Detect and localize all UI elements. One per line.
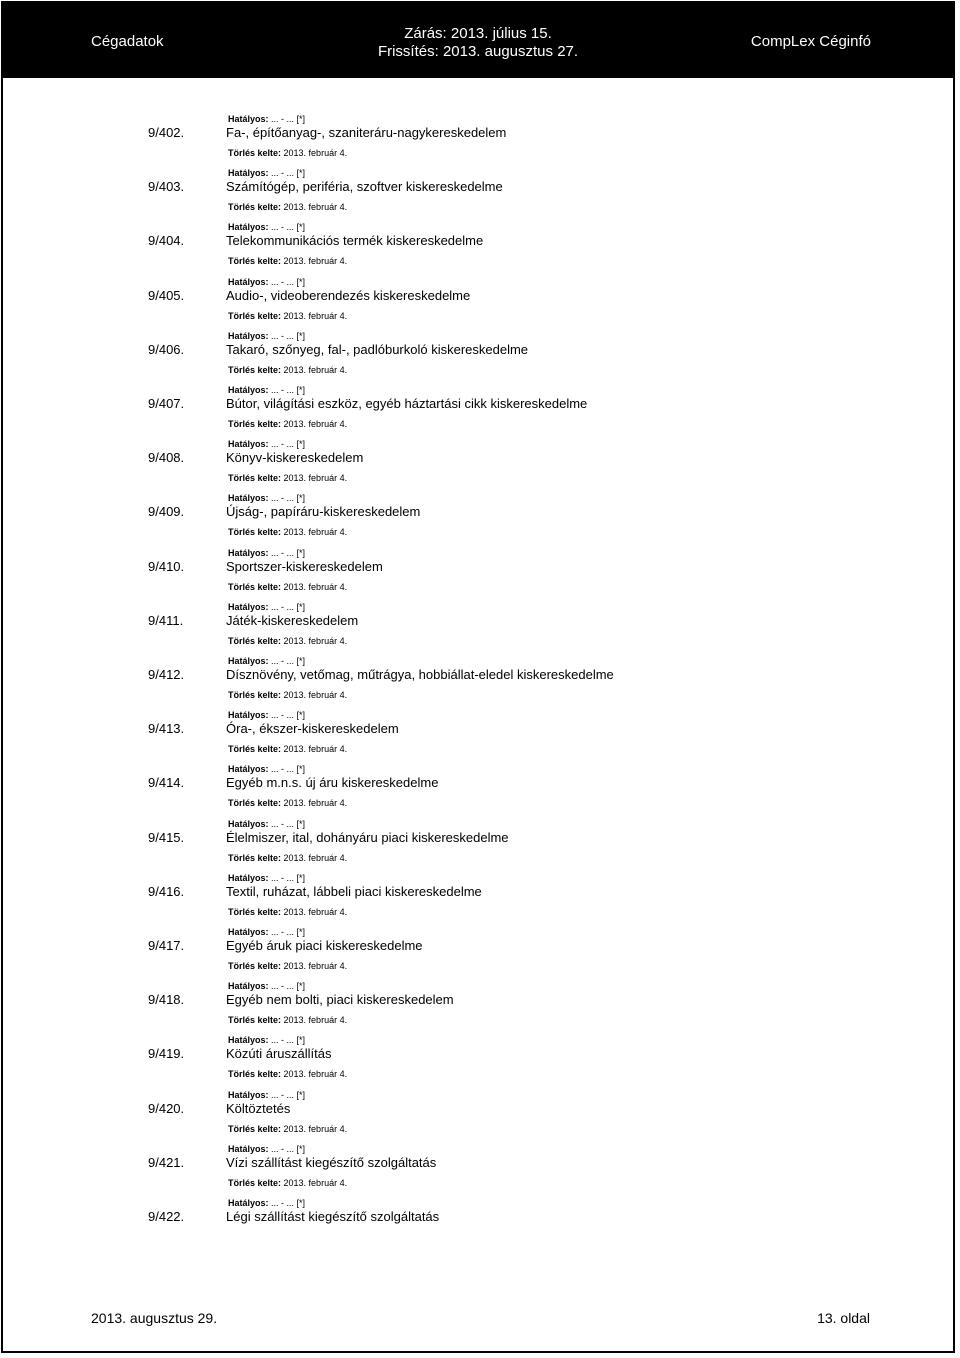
deletion-label: Törlés kelte: — [228, 961, 282, 971]
validity-label: Hatályos: — [228, 764, 269, 775]
deletion-value: 2013. február 4. — [281, 256, 348, 267]
validity-line — [228, 1035, 305, 1045]
header-right-title: CompLex Céginfó — [750, 33, 871, 50]
entry-code: 9/404. — [148, 233, 185, 249]
validity-label: Hatályos: — [228, 330, 269, 341]
deletion-date-line — [228, 582, 347, 592]
deletion-date-line — [228, 148, 347, 158]
validity-value: ... - ... [*] — [268, 1035, 306, 1046]
entry-title: Egyéb nem bolti, piaci kiskereskedelem — [226, 992, 454, 1008]
deletion-date-line — [228, 690, 347, 700]
entry-code: 9/403. — [148, 179, 185, 195]
validity-line — [228, 710, 305, 720]
validity-label: Hatályos: — [228, 927, 269, 937]
entry-title: Könyv-kiskereskedelem — [226, 450, 364, 466]
deletion-label: Törlés kelte: — [228, 690, 282, 700]
validity-value: ... - ... [*] — [268, 493, 306, 504]
deletion-label: Törlés kelte: — [228, 473, 282, 484]
validity-line — [228, 385, 305, 395]
deletion-value: 2013. február 4. — [281, 690, 348, 700]
deletion-value: 2013. február 4. — [281, 798, 348, 809]
validity-line — [228, 493, 305, 503]
deletion-date-line — [228, 1069, 347, 1079]
entry-code: 9/406. — [148, 341, 185, 357]
validity-line — [228, 602, 305, 612]
deletion-date-line — [228, 798, 347, 808]
deletion-date-line — [228, 961, 347, 971]
deletion-label: Törlés kelte: — [228, 256, 282, 267]
entry-code: 9/418. — [148, 992, 185, 1008]
validity-label: Hatályos: — [228, 710, 269, 721]
validity-value: ... - ... [*] — [268, 114, 306, 124]
validity-line — [228, 656, 305, 666]
validity-line — [228, 981, 305, 991]
entry-title: Óra-, ékszer-kiskereskedelem — [226, 721, 399, 737]
entry-title: Játék-kiskereskedelem — [226, 612, 359, 628]
validity-line — [228, 222, 305, 232]
deletion-value: 2013. február 4. — [281, 473, 348, 484]
entry-code: 9/410. — [148, 558, 185, 574]
deletion-value: 2013. február 4. — [281, 148, 348, 158]
validity-line — [228, 439, 305, 449]
validity-value: ... - ... [*] — [268, 222, 306, 233]
entry-title: Dísznövény, vetőmag, műtrágya, hobbiállat-eledel kiskereskedelme — [226, 667, 614, 682]
entry-code: 9/402. — [148, 125, 185, 140]
deletion-value: 2013. február 4. — [281, 527, 348, 538]
entry-code: 9/417. — [148, 938, 185, 953]
deletion-value: 2013. február 4. — [281, 744, 348, 755]
validity-label: Hatályos: — [228, 385, 269, 395]
validity-label: Hatályos: — [228, 981, 269, 992]
entry-code: 9/416. — [148, 883, 185, 899]
validity-label: Hatályos: — [228, 601, 269, 612]
validity-line — [228, 168, 305, 178]
entry-title: Fa-, építőanyag-, szaniteráru-nagykereskedelem — [226, 125, 507, 140]
deletion-label: Törlés kelte: — [228, 798, 282, 809]
entry-title: Textil, ruházat, lábbeli piaci kiskereskedelme — [226, 883, 482, 899]
deletion-label: Törlés kelte: — [228, 1177, 282, 1188]
deletion-label: Törlés kelte: — [228, 364, 282, 375]
validity-value: ... - ... [*] — [268, 1089, 306, 1100]
entry-title: Közúti áruszállítás — [226, 1046, 332, 1062]
deletion-date-line — [228, 636, 347, 646]
entry-code: 9/414. — [148, 775, 185, 791]
header-left-title: Cégadatok — [91, 33, 164, 50]
deletion-date-line — [228, 419, 347, 429]
entry-title: Újság-, papíráru-kiskereskedelem — [226, 504, 421, 520]
deletion-value: 2013. február 4. — [281, 581, 348, 592]
deletion-date-line — [228, 744, 347, 754]
validity-value: ... - ... [*] — [268, 981, 306, 992]
validity-line — [228, 114, 305, 124]
validity-value: ... - ... [*] — [268, 710, 306, 721]
entry-code: 9/421. — [148, 1154, 185, 1170]
deletion-date-line — [228, 853, 347, 863]
deletion-date-line — [228, 473, 347, 483]
deletion-date-line — [228, 907, 347, 917]
entry-title: Takaró, szőnyeg, fal-, padlóburkoló kiskereskedelme — [226, 341, 529, 357]
deletion-label: Törlés kelte: — [228, 1123, 282, 1134]
validity-line — [228, 873, 305, 883]
deletion-label: Törlés kelte: — [228, 1015, 282, 1026]
footer-date: 2013. augusztus 29. — [91, 1310, 218, 1326]
validity-label: Hatályos: — [228, 1198, 269, 1208]
entry-code: 9/412. — [148, 667, 185, 682]
page-header — [3, 3, 953, 78]
deletion-value: 2013. február 4. — [281, 419, 348, 429]
deletion-date-line — [228, 527, 347, 537]
validity-label: Hatályos: — [228, 656, 269, 666]
deletion-value: 2013. február 4. — [281, 202, 348, 213]
validity-value: ... - ... [*] — [268, 547, 306, 558]
validity-value: ... - ... [*] — [268, 872, 306, 883]
deletion-label: Törlés kelte: — [228, 906, 282, 917]
validity-line — [228, 1090, 305, 1100]
validity-value: ... - ... [*] — [268, 385, 306, 395]
deletion-date-line — [228, 365, 347, 375]
validity-label: Hatályos: — [228, 872, 269, 883]
entry-title: Bútor, világítási eszköz, egyéb háztartási cikk kiskereskedelme — [226, 396, 588, 411]
deletion-date-line — [228, 1015, 347, 1025]
header-refresh-date: Frissítés: 2013. augusztus 27. — [377, 43, 579, 60]
deletion-value: 2013. február 4. — [281, 1069, 348, 1080]
validity-value: ... - ... [*] — [268, 927, 306, 937]
entry-title: Légi szállítást kiegészítő szolgáltatás — [226, 1209, 440, 1224]
entry-title: Audio-, videoberendezés kiskereskedelme — [226, 287, 471, 303]
validity-line — [228, 1198, 305, 1208]
entry-title: Vízi szállítást kiegészítő szolgáltatás — [226, 1154, 437, 1170]
deletion-value: 2013. február 4. — [281, 1015, 348, 1026]
validity-label: Hatályos: — [228, 168, 269, 179]
validity-line — [228, 819, 305, 829]
validity-value: ... - ... [*] — [268, 1198, 306, 1208]
validity-label: Hatályos: — [228, 276, 269, 287]
entry-title: Telekommunikációs termék kiskereskedelme — [226, 233, 484, 249]
entry-code: 9/415. — [148, 829, 185, 845]
deletion-date-line — [228, 311, 347, 321]
deletion-label: Törlés kelte: — [228, 635, 282, 646]
entry-code: 9/408. — [148, 450, 185, 466]
deletion-value: 2013. február 4. — [281, 852, 348, 863]
validity-label: Hatályos: — [228, 1035, 269, 1046]
deletion-label: Törlés kelte: — [228, 148, 282, 158]
validity-label: Hatályos: — [228, 1089, 269, 1100]
validity-line — [228, 548, 305, 558]
validity-line — [228, 927, 305, 937]
validity-value: ... - ... [*] — [268, 818, 306, 829]
validity-value: ... - ... [*] — [268, 656, 306, 666]
validity-value: ... - ... [*] — [268, 330, 306, 341]
validity-value: ... - ... [*] — [268, 1143, 306, 1154]
entry-title: Élelmiszer, ital, dohányáru piaci kiskereskedelme — [226, 829, 509, 845]
deletion-label: Törlés kelte: — [228, 419, 282, 429]
deletion-label: Törlés kelte: — [228, 527, 282, 538]
deletion-date-line — [228, 1178, 347, 1188]
entry-code: 9/420. — [148, 1100, 185, 1116]
validity-label: Hatályos: — [228, 439, 269, 450]
deletion-label: Törlés kelte: — [228, 852, 282, 863]
entry-code: 9/409. — [148, 504, 185, 520]
validity-line — [228, 764, 305, 774]
header-close-date: Zárás: 2013. július 15. — [404, 25, 552, 42]
deletion-date-line — [228, 1124, 347, 1134]
entry-code: 9/405. — [148, 287, 185, 303]
entry-code: 9/407. — [148, 396, 185, 411]
validity-value: ... - ... [*] — [268, 439, 306, 450]
entry-title: Egyéb áruk piaci kiskereskedelme — [226, 938, 423, 953]
deletion-value: 2013. február 4. — [281, 310, 348, 321]
entry-title: Költöztetés — [226, 1100, 291, 1116]
deletion-value: 2013. február 4. — [281, 961, 348, 971]
validity-label: Hatályos: — [228, 1143, 269, 1154]
entry-code: 9/413. — [148, 721, 185, 737]
entry-title: Egyéb m.n.s. új áru kiskereskedelme — [226, 775, 439, 791]
validity-label: Hatályos: — [228, 114, 269, 124]
validity-label: Hatályos: — [228, 818, 269, 829]
deletion-value: 2013. február 4. — [281, 906, 348, 917]
validity-line — [228, 277, 305, 287]
deletion-value: 2013. február 4. — [281, 1123, 348, 1134]
deletion-label: Törlés kelte: — [228, 744, 282, 755]
validity-label: Hatályos: — [228, 493, 269, 504]
deletion-date-line — [228, 256, 347, 266]
deletion-label: Törlés kelte: — [228, 581, 282, 592]
entry-title: Sportszer-kiskereskedelem — [226, 558, 383, 574]
validity-line — [228, 1144, 305, 1154]
validity-value: ... - ... [*] — [268, 601, 306, 612]
validity-label: Hatályos: — [228, 547, 269, 558]
footer-page-number: 13. oldal — [817, 1310, 870, 1326]
validity-value: ... - ... [*] — [268, 276, 306, 287]
deletion-value: 2013. február 4. — [281, 635, 348, 646]
deletion-date-line — [228, 202, 347, 212]
validity-value: ... - ... [*] — [268, 168, 306, 179]
deletion-label: Törlés kelte: — [228, 202, 282, 213]
entry-code: 9/422. — [148, 1209, 185, 1224]
deletion-label: Törlés kelte: — [228, 1069, 282, 1080]
deletion-value: 2013. február 4. — [281, 364, 348, 375]
deletion-label: Törlés kelte: — [228, 310, 282, 321]
entry-code: 9/419. — [148, 1046, 185, 1062]
validity-line — [228, 331, 305, 341]
deletion-value: 2013. február 4. — [281, 1177, 348, 1188]
validity-value: ... - ... [*] — [268, 764, 306, 775]
validity-label: Hatályos: — [228, 222, 269, 233]
entry-title: Számítógép, periféria, szoftver kiskereskedelme — [226, 179, 503, 195]
entry-code: 9/411. — [148, 612, 184, 628]
